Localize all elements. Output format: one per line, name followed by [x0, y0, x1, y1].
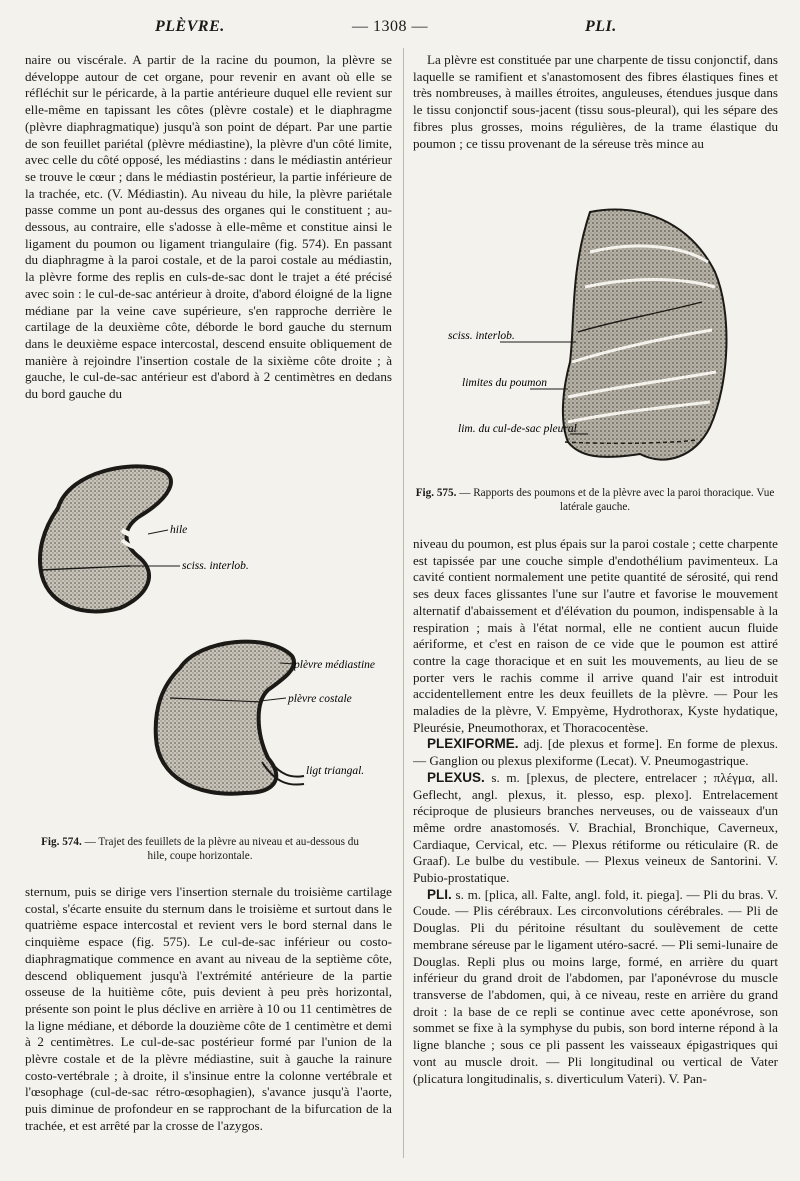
label-sciss-interlob: sciss. interlob.	[182, 560, 249, 572]
entry-body: s. m. [plexus, de plectere, entrelacer ; πλέγμα, all. Geflecht, angl. plexus, it. plesso, esp. plexo]. Entrelacement réciproque de plusieurs branches nerveuses, ou de vaisseaux d'un même ordre anastomosés. V. Brachial, Bronchique, Caverneux, Cardiaque, Cervical, etc. — Plexus rétiforme ou réticulaire (R. de Graaf). Le bulbe du vestibule. — Plexus veineux de Santorini. V. Pubio-prostatique.	[413, 769, 778, 886]
right-column-top	[413, 52, 778, 172]
figure-574	[30, 458, 376, 828]
paragraph: sternum, puis se dirige vers l'insertion sternale du troisième cartilage costal, s'écarte ensuite du sternum dans le troisième et surtout dans le quatrième espace intercostal et revient vers le bord sternal dans le cinquième espace (fig. 575). Le cul-de-sac inférieur ou costo-diaphragmatique commence en avant au niveau de la septième côte, descend obliquement jusqu'à l'extrémité antérieure de la partie osseuse de la huitième côte, puis devient à peu près horizontal, présente son point le plus déclive en arrière à 10 ou 11 centimètres de la ligne médiane, et déborde la douzième côte de 1 centimètre et demi à 2 centimètres. Le cul-de-sac postérieur formé par l'union de la plèvre costale et de la plèvre médiastine, suit à gauche la rainure costo-vertébrale ; à droite, il s'insinue entre la colonne vertébrale et l'œsophage (cul-de-sac rétro-œsophagien), s'avance jusqu'à l'aorte, puis diminue de profondeur en se rapprochant de la bifurcation de la trachée, et est arrêté par la crosse de l'azygos.	[25, 884, 392, 1133]
caption-number: Fig. 575.	[415, 487, 457, 499]
label-plevre-costale: plèvre costale	[288, 693, 352, 705]
caption-number: Fig. 574.	[41, 836, 82, 848]
paragraph: niveau du poumon, est plus épais sur la paroi costale ; cette charpente est tapissée par une couche simple d'endothélium pavimenteux. La cavité contient normalement une petite quantité de sérosité, qui rend ses deux faces glissantes l'une sur l'autre et favorise le mouvement alternatif d'abaissement et d'élévation du poumon, indispensable à la respiration ; mais à l'état normal, elle ne contient aucun fluide aériforme, et c'est en raison de ce vide que le poumon est attiré contre la cage thoracique et en suit les mouvements, au lieu de se porter vers le rachis comme il arrive quand l'air est introduit accidentellement entre les deux feuillets de la plèvre. — Pour les maladies de la plèvre, V. Empyème, Hydrothorax, Kyste hydatique, Pleurésie, Pneumothorax, et Thoracocentèse.	[413, 536, 778, 735]
header-right: PLI.	[585, 18, 617, 35]
label-sciss-interlob: sciss. interlob.	[448, 330, 515, 342]
entry-body: s. m. [plica, all. Falte, angl. fold, it. piega]. — Pli du bras. V. Coude. — Plis cérébraux. Les circonvolutions cérébrales. — Pli de Douglas. Pli du péritoine résultant du soulèvement de cette membrane séreuse par le ligament utéro-sacré. — Pli semi-lunaire de Douglas. Repli plus ou moins large, formé, en arrière du quart inférieur du grand droit de l'abdomen, par l'aponévrose du muscle transverse de l'abdomen, qui, à ce niveau, reste en arrière du grand droit : la base de ce repli se continue avec cette aponévrose, son sommet se fixe à la symphyse du pubis, son bord interne répond à la ligne blanche ; sous ce pli passent les vaisseaux épigastriques qui vont au muscle droit. — Pli longitudinal ou vertical de Vater (plicatura longitudinalis, s. diverticulum Vateri). V. Pan-	[413, 886, 778, 1086]
paragraph: naire ou viscérale. A partir de la racine du poumon, la plèvre se développe autour de cet organe, pour revenir en avant où elle se réfléchit sur le péricarde, à la partie antérieure duquel elle revient sur elle-même en tapissant les côtes (plèvre costale) et le diaphragme (plèvre diaphragmatique) jusqu'à son point de départ. Par une partie de son feuillet pariétal (plèvre médiastine), la plèvre d'un côté limite, avec celle du côté opposé, les médiastins : dans le médiastin antérieur se trouve le cœur ; dans le médiastin postérieur, la partie inférieure de la trachée, etc. (V. Médiastin). Au niveau du hile, la plèvre pariétale passe comme un pont au-dessus des organes qui le constituent ; au-dessous, au contraire, elle s'adosse à elle-même et constitue ainsi le ligament du poumon ou ligament triangulaire (fig. 574). En passant du diaphragme à la paroi costale, et de la paroi costale au médiastin, la plèvre forme des replis en culs-de-sac dont le trajet a été précisé avec soin : le cul-de-sac antérieur à droite, d'abord éloigné de la ligne médiane par la veine cave supérieure, s'en rapproche derrière le cartilage de la deuxième côte, déborde le bord gauche du sternum dans le deuxième espace intercostal, descend ensuite obliquement de manière à rejoindre l'insertion costale de la sixième côte droite ; à gauche, le cul-de-sac antérieur est d'abord à 2 centimètres en dedans du bord gauche du	[25, 52, 392, 402]
label-hile: hile	[170, 524, 188, 536]
figure-575-caption	[415, 486, 775, 514]
left-column-top	[25, 52, 392, 452]
caption-text: — Trajet des feuillets de la plèvre au niveau et au-dessous du hile, coupe horizontale.	[84, 836, 359, 862]
lung-section-upper	[40, 466, 171, 611]
label-ligament-triangulaire: ligt triangal.	[306, 765, 365, 777]
label-plevre-mediastine: plèvre médiastine	[294, 659, 376, 671]
entry-body: adj. [de plexus et forme]. En forme de plexus. — Ganglion ou plexus plexiforme (Lecat). V. Pneumogastrique.	[413, 736, 778, 769]
figure-574-caption	[30, 835, 370, 863]
entry-pli	[413, 887, 778, 1087]
entry-plexiforme	[413, 736, 778, 769]
left-column-bottom	[25, 884, 392, 1169]
paragraph: La plèvre est constituée par une charpente de tissu conjonctif, dans laquelle se ramifient et s'anastomosent des fibres élastiques fines et très nombreuses, à mailles étroites, anguleuses, étendues jusque dans le tissu conjonctif sous-jacent (tissu sous-pleural), qui les sépare des fibres plus grosses, moins régulières, de la trame élastique du poumon ; ce tissu provenant de la séreuse très mince au	[413, 52, 778, 151]
page-number: — 1308 —	[352, 18, 428, 35]
running-header	[0, 18, 800, 42]
entry-plexus	[413, 770, 778, 887]
headword: PLI.	[427, 886, 452, 902]
headword: PLEXUS.	[427, 769, 485, 785]
lung-section-lower	[156, 642, 304, 794]
thorax-outline	[563, 210, 727, 460]
figure-575	[440, 182, 740, 482]
label-cul-de-sac-pleural: lim. du cul-de-sac pleural	[458, 423, 577, 435]
leader-line	[148, 530, 168, 534]
header-left: PLÈVRE.	[155, 18, 225, 35]
headword: PLEXIFORME.	[427, 736, 519, 752]
right-column-bottom	[413, 536, 778, 1171]
label-limites-poumon: limites du poumon	[462, 377, 547, 389]
column-separator	[403, 48, 404, 1158]
caption-text: — Rapports des poumons et de la plèvre avec la paroi thoracique. Vue latérale gauche.	[459, 487, 775, 513]
